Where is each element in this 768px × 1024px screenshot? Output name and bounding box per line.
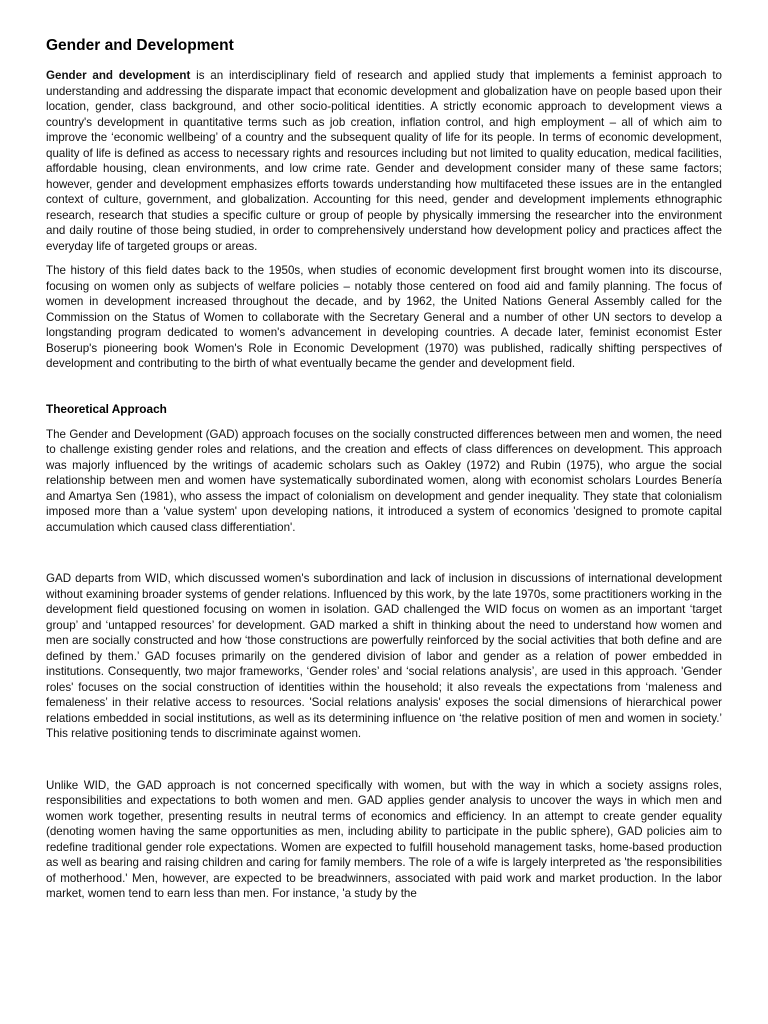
gad-approach-paragraph: The Gender and Development (GAD) approach focuses on the socially constructed differences between men and women, the need to challenge existing gender roles and relations, and the creation and effects of class differences on development. This approach was majorly influenced by the writings of academic scholars such as Oakley (1972) and Rubin (1975), who argue the social relationship between men and women have systematically subordinated women, along with economist scholars Lourdes Benería and Amartya Sen (1981), who assess the impact of colonialism on development and gender inequality. They state that colonialism imposed more than a 'value system' upon developing nations, it introduced a system of economics 'designed to promote capital accumulation which caused class differentiation'. [46,427,722,534]
intro-lead-term: Gender and development [46,69,191,82]
gad-departs-wid-paragraph: GAD departs from WID, which discussed women's subordination and lack of inclusion in discussions of international development without examining broader systems of gender relations. Influenced by this work, by the late 1970s, some practitioners working in the development field questioned focusing on women in isolation. GAD challenged the WID focus on women as an important ‘target group’ and ‘untapped resources’ for development. GAD marked a shift in thinking about the need to understand how women and men are socially constructed and how ‘those constructions are powerfully reinforced by the social activities that both define and are defined by them.’ GAD focuses primarily on the gendered division of labor and gender as a relation of power embedded in institutions. Consequently, two major frameworks, ‘Gender roles’ and ‘social relations analysis’, are used in this approach. 'Gender roles' focuses on the social construction of identities within the household; it also reveals the expectations from ‘maleness and femaleness’ in their relative access to resources. 'Social relations analysis' exposes the social dimensions of hierarchical power relations embedded in social institutions, as well as its determining influence on ‘the relative position of men and women in society.’ This relative positioning tends to discriminate against women. [46,572,723,740]
section-heading-theoretical-approach: Theoretical Approach [46,401,167,416]
document-page [46,36,722,902]
intro-paragraph [46,68,722,254]
document-title: Gender and Development [46,37,234,54]
unlike-wid-paragraph: Unlike WID, the GAD approach is not concerned specifically with women, but with the way in which a society assigns roles, responsibilities and expectations to both women and men. GAD applies gender analysis to uncover the ways in which men and women work together, presenting results in neutral terms of economics and efficiency. In an attempt to create gender equality (denoting women having the same opportunities as men, including ability to participate in the public sphere), GAD policies aim to redefine traditional gender role expectations. Women are expected to fulfill household management tasks, home-based production as well as bearing and raising children and caring for family members. The role of a wife is largely interpreted as 'the responsibilities of motherhood.' Men, however, are expected to be breadwinners, associated with paid work and market production. In the labor market, women tend to earn less than men. For instance, 'a study by the [46,778,722,900]
intro-text: is an interdisciplinary field of research and applied study that implements a feminist approach to understanding and addressing the disparate impact that economic development and globalization have on people based upon their location, gender, class background, and other socio-political identities. A strictly economic approach to development views a country's development in quantitative terms such as job creation, inflation control, and high employment – all of which aim to improve the ‘economic wellbeing’ of a country and the subsequent quality of life for its people. In terms of economic development, quality of life is defined as access to necessary rights and resources including but not limited to quality education, medical facilities, affordable housing, clean environments, and low crime rate. Gender and development consider many of these same factors; however, gender and development emphasizes efforts towards understanding how multifaceted these issues are in the entangled context of culture, government, and globalization. Accounting for this need, gender and development implements ethnographic research, research that studies a specific culture or group of people by physically immersing the researcher into the environment and daily routine of those being studied, in order to comprehensively understand how development policy and practices affect the everyday life of targeted groups or areas. [46,69,722,253]
history-paragraph: The history of this field dates back to the 1950s, when studies of economic development first brought women into its discourse, focusing on women only as subjects of welfare policies – notably those centered on food aid and family planning. The focus of women in development increased throughout the decade, and by 1962, the United Nations General Assembly called for the Commission on the Status of Women to collaborate with the Secretary General and a number of other UN sectors to develop a longstanding program dedicated to women's advancement in developing countries. A decade later, feminist economist Ester Boserup's pioneering book Women's Role in Economic Development (1970) was published, radically shifting perspectives of development and contributing to the birth of what eventually became the gender and development field. [46,264,722,370]
